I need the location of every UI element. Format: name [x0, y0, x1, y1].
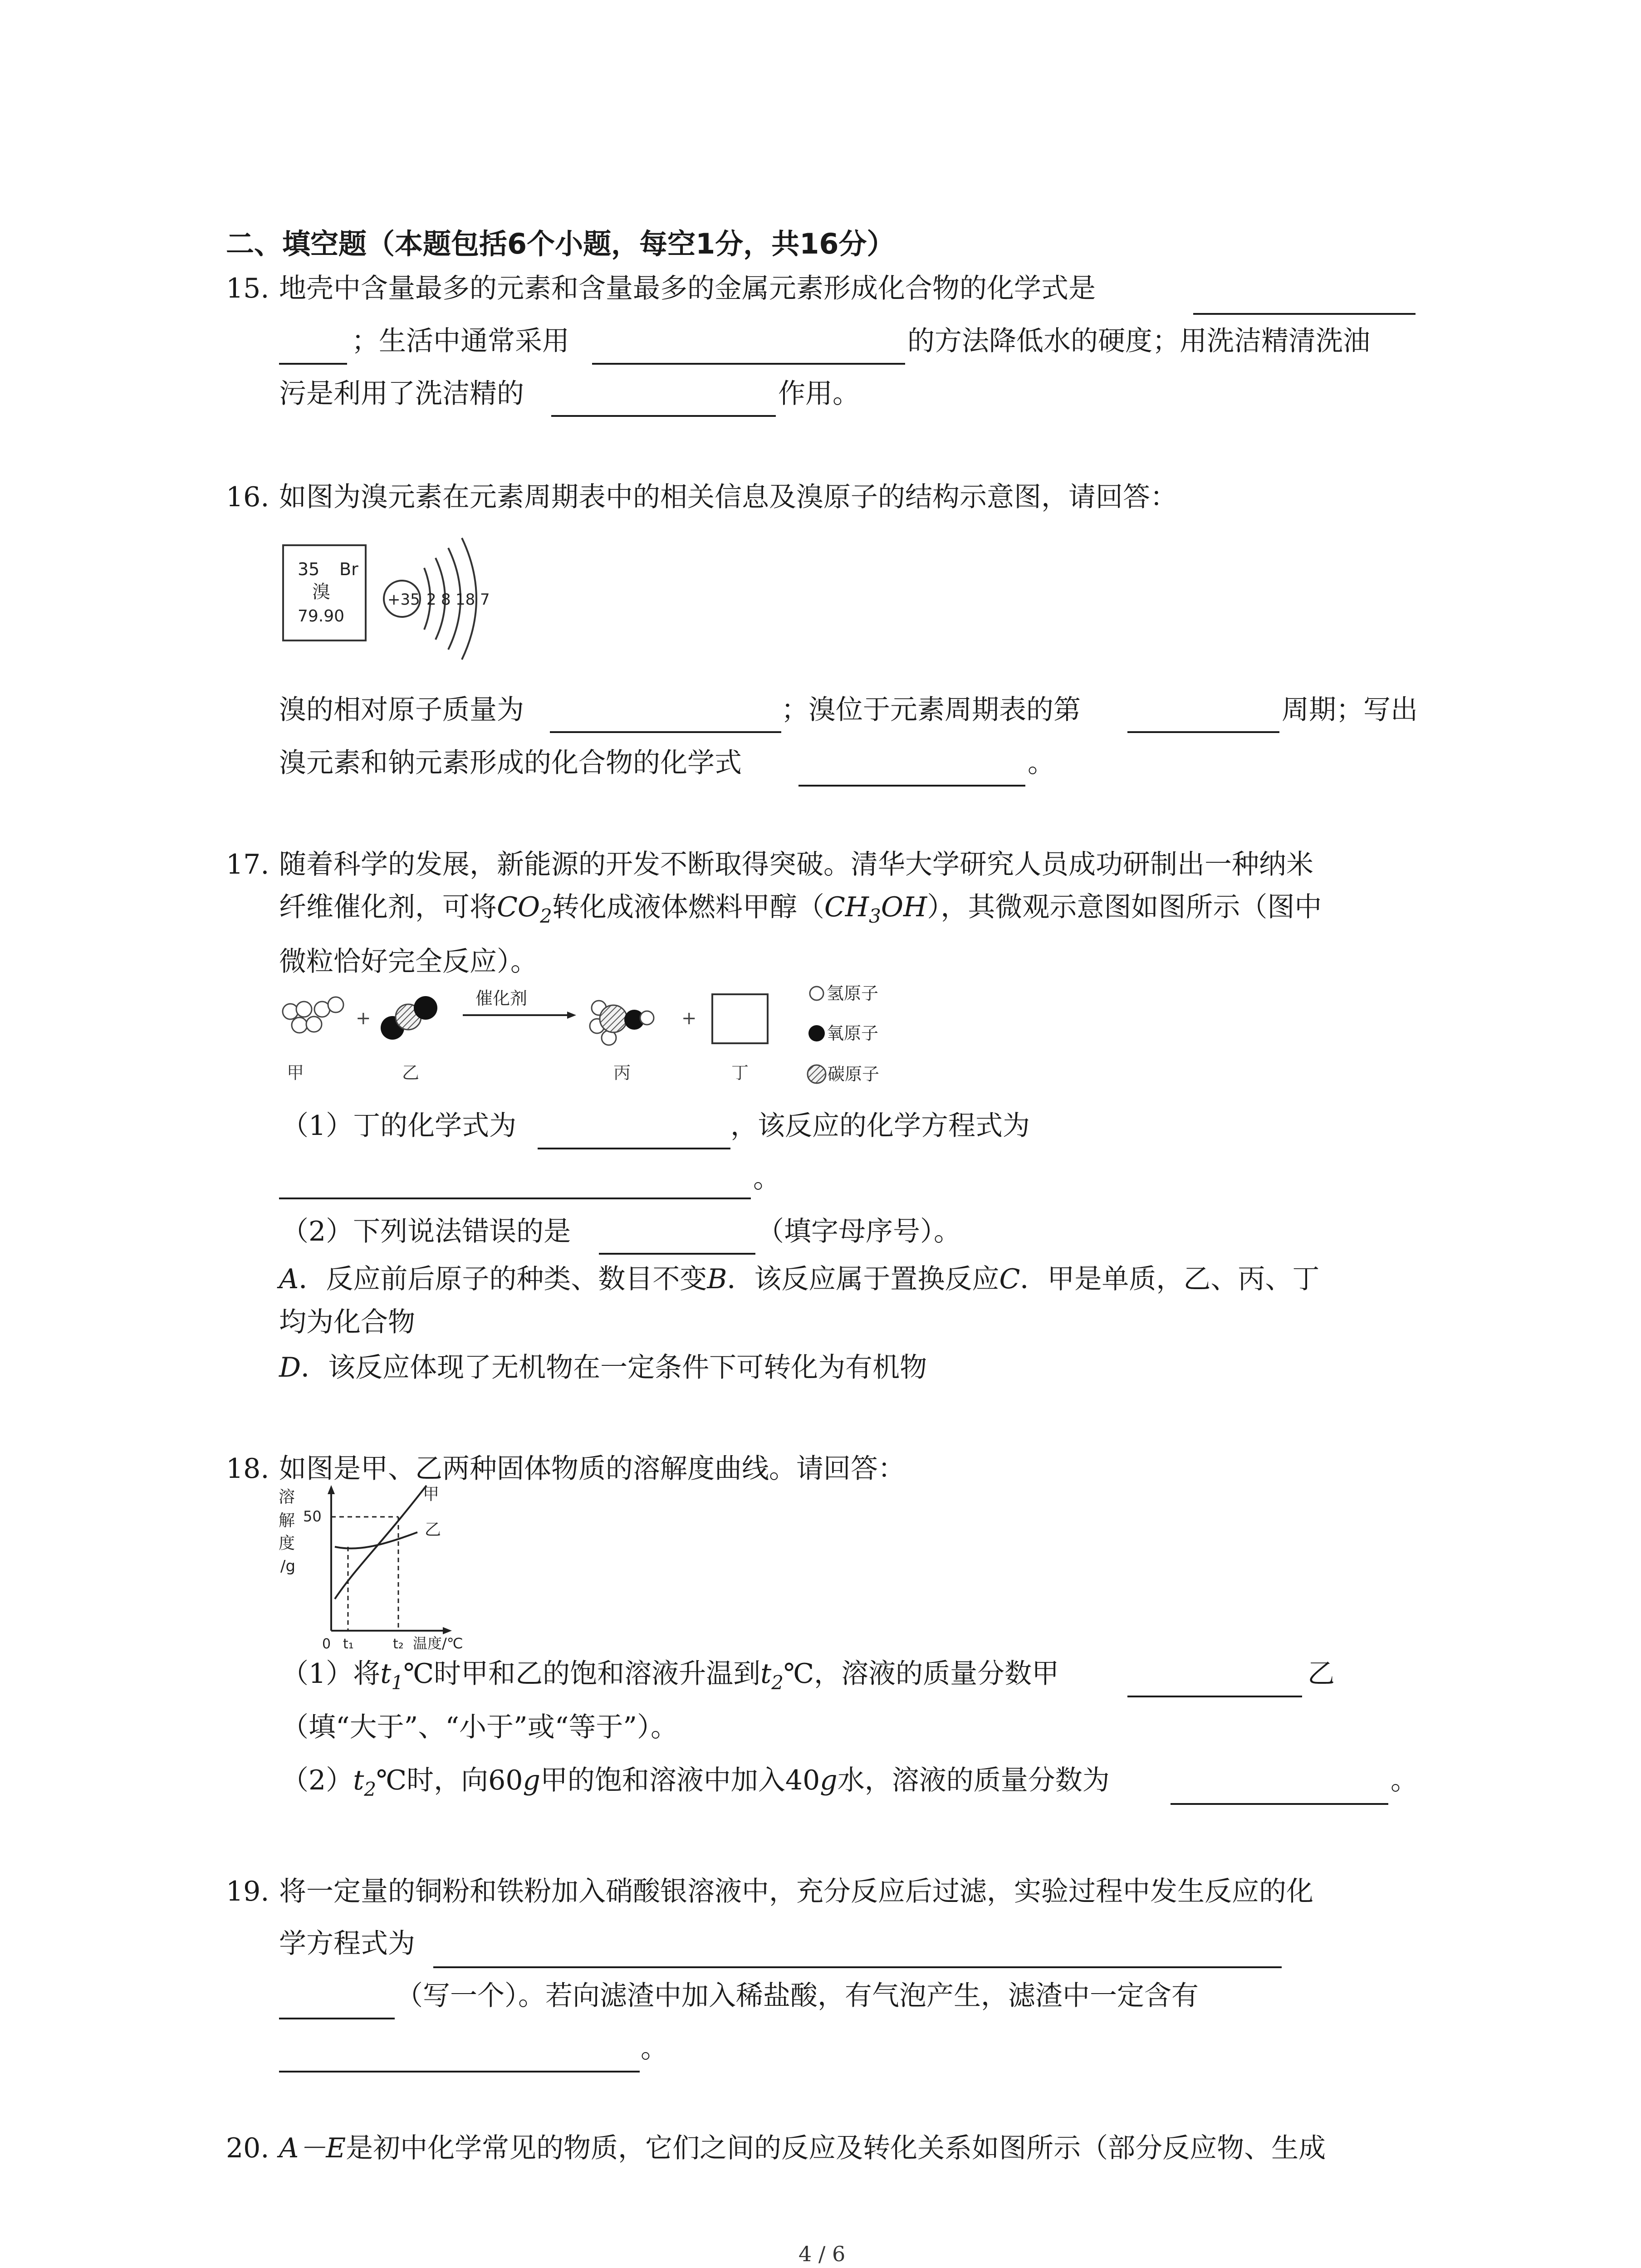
q16-blank2[interactable] — [1127, 731, 1279, 733]
q15-blank2[interactable] — [592, 363, 905, 365]
q15-blank1a[interactable] — [1193, 313, 1416, 315]
q18-part2e: 。 — [1391, 1765, 1418, 1796]
ylabel-4: /g — [280, 1557, 296, 1575]
y-axis-arrow — [328, 1485, 335, 1494]
q17-line1: 随着科学的发展，新能源的开发不断取得突破。清华大学研究人员成功研制出一种纳米 — [279, 849, 1313, 880]
q18-part1d: 乙 — [1308, 1658, 1335, 1690]
legend-hydrogen: 氢原子 — [827, 984, 879, 1003]
catalyst-label: 催化剂 — [475, 988, 528, 1008]
plus-sign-2: + — [681, 1008, 697, 1029]
atomic-number: 35 — [298, 559, 320, 579]
label-ding: 丁 — [731, 1063, 749, 1083]
legend-carbon-icon — [808, 1065, 826, 1083]
section-title: 二、填空题（本题包括6个小题，每空1分，共16分） — [226, 227, 895, 260]
q15-line2a: ；生活中通常采用 — [352, 325, 569, 357]
xlabel: 温度/℃ — [413, 1635, 463, 1651]
label-jia: 甲 — [287, 1063, 304, 1083]
reactant-yi — [381, 996, 437, 1040]
q17-part1c: 。 — [753, 1163, 780, 1194]
solubility-chart — [277, 1483, 531, 1651]
q19-line3: （写一个）。若向滤渣中加入稀盐酸，有气泡产生，滤渣中一定含有 — [396, 1980, 1199, 2012]
q16-line3a: 溴元素和钠元素形成的化合物的化学式 — [279, 747, 742, 779]
q18-blank1[interactable] — [1127, 1696, 1302, 1697]
q16-blank1[interactable] — [550, 731, 781, 733]
t2-symbol-2: $t_2$ — [353, 1765, 377, 1800]
xtick-t2: t₂ — [393, 1636, 404, 1651]
q17-number: 17. — [226, 849, 269, 880]
q16-blank3[interactable] — [798, 785, 1025, 787]
q18-blank2[interactable] — [1171, 1803, 1388, 1805]
q16-line2c: 周期；写出 — [1282, 694, 1418, 726]
q18-part1e: （填“大于”、“小于”或“等于”）。 — [281, 1711, 678, 1743]
series-label-yi: 乙 — [425, 1520, 441, 1539]
q17-part1a: （1）丁的化学式为 — [281, 1110, 517, 1142]
q15-line1: 地壳中含量最多的元素和含量最多的金属元素形成化合物的化学式是 — [279, 273, 1096, 304]
q18-part2: $(2)t_2℃$时，向60g甲的饱和溶液中加入40g水，溶液的质量分数为 — [281, 1765, 1110, 1800]
t2-symbol: $t_2$ — [760, 1658, 784, 1694]
t1-symbol: $t_1$ — [380, 1658, 404, 1694]
curve-yi — [335, 1532, 417, 1549]
product-bing — [590, 1001, 654, 1045]
ylabel-1: 溶 — [279, 1488, 295, 1506]
ylabel-2: 解 — [279, 1511, 295, 1530]
q16-line1: 如图为溴元素在元素周期表中的相关信息及溴原子的结构示意图，请回答： — [279, 481, 1177, 513]
label-bing: 丙 — [613, 1063, 631, 1083]
q17-line3: 微粒恰好完全反应）。 — [279, 946, 538, 978]
legend-oxygen-icon — [808, 1025, 825, 1041]
q17-option-d: D．该反应体现了无机物在一定条件下可转化为有机物 — [279, 1352, 927, 1383]
q18-part1: （1）将$t_1℃$时甲和乙的饱和溶液升温到$t_2℃$，溶液的质量分数甲 — [281, 1658, 1059, 1694]
shell-electrons-1: 2 — [426, 591, 436, 609]
q17-line2c: ），其微观示意图如图所示（图中 — [927, 891, 1322, 923]
shell-electrons-3: 18 — [456, 591, 475, 609]
label-yi: 乙 — [402, 1063, 420, 1083]
q15-number: 15. — [226, 273, 269, 304]
legend-hydrogen-icon — [810, 987, 823, 1000]
q15-line3a: 污是利用了洗洁精的 — [279, 378, 524, 410]
q16-line2b: ；溴位于元素周期表的第 — [781, 694, 1081, 726]
q19-blank1a[interactable] — [433, 1966, 1282, 1968]
nucleus-charge: +35 — [387, 591, 420, 609]
q17-options-line1: A．反应前后原子的种类、数目不变B．该反应属于置换反应C．甲是单质，乙、丙、丁 — [279, 1263, 1320, 1295]
atomic-mass: 79.90 — [298, 607, 345, 626]
q19-line2: 学方程式为 — [279, 1928, 415, 1960]
shell-electrons-4: 7 — [480, 591, 490, 609]
q20-number: 20. — [226, 2132, 269, 2164]
q17-blank3[interactable] — [599, 1253, 755, 1255]
page-number: 4 / 6 — [798, 2242, 846, 2266]
legend-oxygen: 氧原子 — [827, 1023, 879, 1043]
reactant-jia — [283, 997, 343, 1033]
xtick-0: 0 — [322, 1636, 331, 1651]
q16-line2a: 溴的相对原子质量为 — [279, 694, 524, 726]
product-ding-box — [712, 994, 768, 1043]
q19-blank1b[interactable] — [279, 2018, 395, 2019]
q15-line3b: 作用。 — [778, 378, 860, 410]
q19-line4: 。 — [641, 2033, 668, 2064]
methanol-formula: $CH_3OH$ — [824, 891, 927, 927]
legend-carbon: 碳原子 — [828, 1064, 880, 1084]
xtick-t1: t₁ — [343, 1636, 354, 1651]
element-name: 溴 — [312, 582, 330, 602]
q19-line1: 将一定量的铜粉和铁粉加入硝酸银溶液中，充分反应后过滤，实验过程中发生反应的化 — [279, 1876, 1313, 1907]
q17-part2a: （2）下列说法错误的是 — [281, 1216, 571, 1247]
q17-part2b: （填字母序号）。 — [757, 1216, 961, 1247]
q17-line2a: 纤维催化剂，可将 — [279, 891, 497, 923]
q15-blank1b[interactable] — [279, 363, 347, 365]
q20-line1: A－E是初中化学常见的物质，它们之间的反应及转化关系如图所示（部分反应物、生成 — [279, 2132, 1326, 2164]
q17-line2 — [279, 891, 1322, 930]
ytick-50: 50 — [303, 1508, 322, 1525]
q17-blank2[interactable] — [279, 1198, 751, 1199]
q16-number: 16. — [226, 481, 269, 513]
plus-sign-1: + — [356, 1008, 371, 1029]
ylabel-3: 度 — [279, 1534, 295, 1553]
bromine-figure — [277, 535, 531, 689]
series-label-jia: 甲 — [423, 1485, 440, 1504]
q17-blank1[interactable] — [538, 1148, 730, 1149]
q18-line1: 如图是甲、乙两种固体物质的溶解度曲线。请回答： — [279, 1453, 905, 1485]
q15-blank3[interactable] — [551, 415, 776, 417]
q17-options-line2: 均为化合物 — [279, 1306, 415, 1338]
q17-line2b: 转化成液体燃料甲醇（ — [552, 891, 824, 923]
shell-electrons-2: 8 — [441, 591, 451, 609]
q19-blank2[interactable] — [279, 2071, 640, 2072]
co2-formula: $CO_2$ — [497, 891, 552, 927]
q19-number: 19. — [226, 1876, 269, 1907]
arrow-head — [567, 1012, 576, 1019]
reaction-diagram — [272, 984, 930, 1093]
q16-line3b: 。 — [1028, 747, 1055, 779]
q15-line2b: 的方法降低水的硬度；用洗洁精清洗油 — [907, 325, 1370, 357]
q18-number: 18. — [226, 1453, 269, 1485]
q17-part1b: ，该反应的化学方程式为 — [730, 1110, 1030, 1142]
x-axis-arrow — [443, 1627, 452, 1634]
element-symbol: Br — [339, 559, 358, 579]
